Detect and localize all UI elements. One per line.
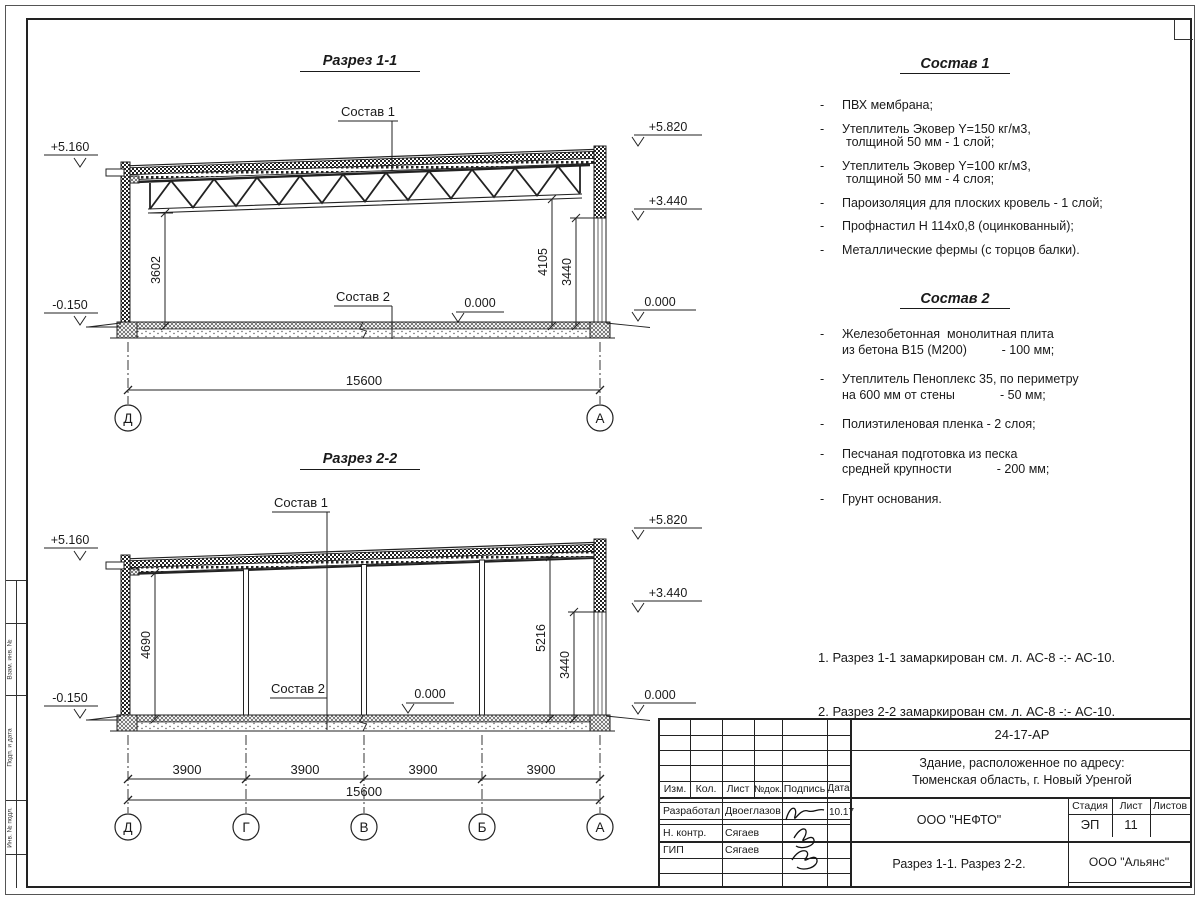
dim-3440-s2: 3440 [558,651,572,679]
sheets-label: Листов [1152,800,1188,812]
col-kol: Кол. [695,783,717,795]
side-stamp-label: Подп. и дата [6,728,14,767]
dim-bay-4: 3900 [526,762,556,777]
bullet: - [820,417,825,431]
company-name: ООО "НЕФТО" [916,813,1002,827]
dim-5216: 5216 [534,624,548,652]
dim-4105: 4105 [536,248,550,276]
vertical-dims-s2 [138,553,600,723]
list-item [820,244,1192,258]
list-item-text: Утеплитель Пеноплекс 35, по периметру [842,372,1079,386]
bullet: - [820,121,825,136]
project-name-line2: Тюменская область, г. Новый Уренгой [912,773,1132,787]
list-item [820,197,1192,211]
elev-left-bottom: -0.150 [52,298,88,312]
stage-label: Стадия [1072,800,1108,812]
name-gip: Сягаев [725,844,760,856]
dim-span-s1: 15600 [345,373,383,388]
signature-ncontrol-gip [792,829,817,869]
elev-right-zero: 0.000 [644,295,676,309]
list-item-text: Песчаная подготовка из песка [842,446,1018,461]
sostav2-label-s2: Состав 2 [271,681,325,696]
sostav1-list [820,99,1192,267]
axis-v-s2: В [359,820,369,835]
side-stamp-label: Инв. № подл. [6,807,14,848]
right-wall-upper [594,146,606,218]
role-gip: ГИП [663,844,684,856]
floor-slab [121,715,606,722]
right-foundation [590,322,610,338]
bullet: - [820,195,825,210]
list-item [820,492,1192,508]
dim-bay-2: 3900 [290,762,320,777]
col-izm: Изм. [663,783,687,795]
contractor-name: ООО "Альянс" [1088,855,1170,869]
project-name-line1: Здание, расположенное по адресу: [919,756,1125,770]
col-data: Дата [827,783,850,794]
side-stamp-label: Взам. инв. № [6,639,14,680]
list-item [820,123,1192,150]
bullet: - [820,158,825,173]
stage-value: ЭП [1080,817,1100,832]
elev-left-top: +5.160 [50,533,90,547]
note-line: 1. Разрез 1-1 замаркирован см. л. АС-8 -:- АС-10. [818,650,1116,665]
list-item-text: Профнастил Н 114х0,8 (оцинкованный); [842,219,1074,233]
axis-d-s1: Д [123,411,133,426]
title-block [658,718,1192,888]
right-wall-upper [594,539,606,612]
sostav1-heading: Состав 1 [900,56,1010,74]
sostav2-label-s1: Состав 2 [336,289,390,304]
sheet-label: Лист [1119,800,1143,812]
list-item-text: Утеплитель Эковер Y=150 кг/м3, [842,121,1031,136]
axis-b-s2: Б [477,820,487,835]
left-parapet-cap [106,169,124,176]
list-item [820,372,1192,403]
elev-right-top: +5.820 [648,513,688,527]
axis-d-s2: Д [123,820,133,835]
list-item-text: ПВХ мембрана; [842,98,933,112]
dim-3440-s1: 3440 [560,258,574,286]
side-stamp [6,580,26,888]
axis-a-s1: А [595,411,605,426]
right-wall-lower [594,612,606,715]
list-item-text: Пароизоляция для плоских кровель - 1 слой; [842,195,1103,210]
elev-floor-zero: 0.000 [464,296,496,310]
section2-drawing [44,495,702,840]
bullet: - [820,491,825,506]
beam-support [130,569,139,575]
bullet: - [820,98,825,112]
bullet: - [820,219,825,233]
list-item-text: Железобетонная монолитная плита [842,327,1054,341]
truss-bottom-chord [148,194,582,213]
sostav1-label-s1: Состав 1 [341,104,395,119]
axis-g-s2: Г [242,820,250,835]
sheet-subtitle: Разрез 1-1. Разрез 2-2. [892,857,1026,871]
truss-support [130,176,139,183]
list-item-text: толщиной 50 мм - 1 слой; [846,135,995,149]
dim-span-s2: 15600 [345,784,383,799]
list-item-text: Утеплитель Эковер Y=100 кг/м3, [842,158,1031,173]
role-developer: Разработал [663,805,721,817]
vertical-dims-s1 [150,195,600,330]
list-item [820,327,1192,358]
floor-slab [121,322,606,329]
signatures [782,798,827,883]
list-item-text: на 600 мм от стены - 50 мм; [842,387,1046,402]
col-podpis: Подпись [783,783,826,795]
column-b [480,560,485,715]
sostav2-list [820,327,1192,521]
right-wall-lower [594,218,606,322]
col-ndok: №док. [754,784,782,795]
list-item-text: толщиной 50 мм - 4 слоя; [846,172,995,186]
signature-developer [786,808,824,820]
date-developer: 10.17 [829,807,855,818]
doc-number: 24-17-АР [994,727,1050,742]
section1-drawing [44,104,702,431]
list-item-text: из бетона В15 (М200) - 100 мм; [842,342,1055,357]
elev-floor-zero: 0.000 [414,687,446,701]
list-item [820,220,1192,234]
list-item-text: средней крупности - 200 мм; [842,462,1050,476]
note-line: 2. Разрез 2-2 замаркирован см. л. АС-8 -:- АС-10. [818,704,1116,719]
left-wall [121,162,130,322]
name-developer: Двоеглазов [725,805,781,817]
bullet: - [820,242,825,257]
section1-title: Разрез 1-1 [300,53,420,72]
list-item-text: Металлические фермы (с торцов балки). [842,242,1080,257]
left-foundation [117,322,137,338]
left-wall [121,555,130,715]
elev-left-top: +5.160 [50,140,90,154]
section2-title: Разрез 2-2 [300,451,420,470]
dim-bay-1: 3900 [172,762,202,777]
elev-left-bottom: -0.150 [52,691,88,705]
column-g [244,569,249,715]
role-ncontrol: Н. контр. [663,827,707,839]
bullet: - [820,372,825,386]
sostav2-heading: Состав 2 [900,291,1010,309]
list-item [820,447,1192,478]
elev-right-mid: +3.440 [648,194,688,208]
left-foundation [117,715,137,731]
bullet: - [820,446,825,461]
list-item [820,160,1192,187]
name-ncontrol: Сягаев [725,827,760,839]
dim-bay-3: 3900 [408,762,438,777]
left-parapet-cap [106,562,124,569]
axis-a-s2: А [595,820,605,835]
elev-right-top: +5.820 [648,120,688,134]
list-item [820,417,1192,433]
right-foundation [590,715,610,731]
elev-right-zero: 0.000 [644,688,676,702]
elev-right-mid: +3.440 [648,586,688,600]
col-list: Лист [726,783,750,795]
sheet-number: 11 [1124,817,1138,832]
dim-4690: 4690 [139,631,153,659]
dim-3602: 3602 [149,256,163,284]
sostav1-label-s2: Состав 1 [274,495,328,510]
bullet: - [820,327,825,341]
list-item-text: Полиэтиленовая пленка - 2 слоя; [842,417,1036,431]
list-item-text: Грунт основания. [842,491,942,506]
list-item [820,99,1192,113]
column-v [362,565,367,716]
